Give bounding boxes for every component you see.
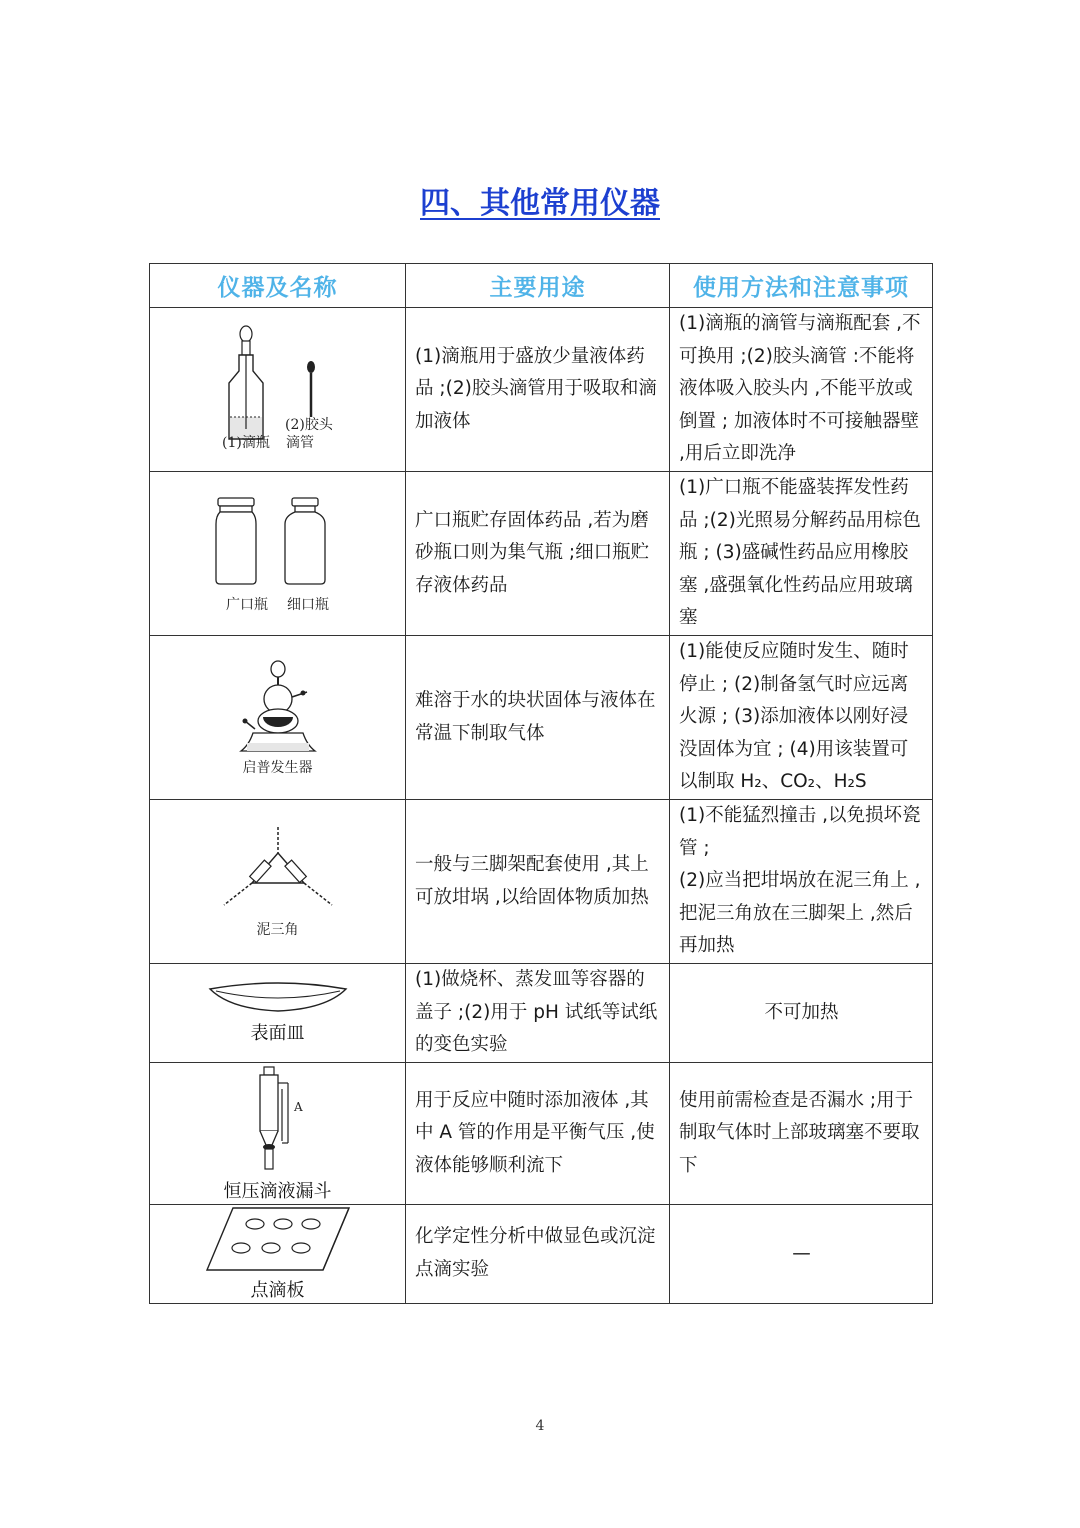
table-header-row <box>150 264 933 308</box>
use-cell: (1)做烧杯、蒸发皿等容器的盖子 ;(2)用于 pH 试纸等试纸的变色实验 <box>406 964 670 1063</box>
instrument-cell <box>150 472 406 636</box>
page-title: 四、其他常用仪器 <box>420 186 660 221</box>
caption-wide-mouth-bottle: 广口瓶 <box>225 596 268 613</box>
notes-cell: — <box>670 1205 933 1304</box>
table-row <box>150 472 933 636</box>
table-row <box>150 1205 933 1304</box>
watch-glass-illustration <box>208 981 348 1015</box>
header-notes: 使用方法和注意事项 <box>670 264 933 308</box>
instrument-cell <box>150 636 406 800</box>
instrument-cell <box>150 800 406 964</box>
dropping-funnel-illustration <box>238 1065 318 1173</box>
notes-cell: (1)能使反应随时发生、随时停止 ; (2)制备氢气时应远离火源 ; (3)添加液体以刚好浸没固体为宜 ; (4)用该装置可以制取 H₂、CO₂、H₂S <box>670 636 933 800</box>
caption-kipp: 启普发生器 <box>242 759 313 776</box>
notes-cell: (1)广口瓶不能盛装挥发性药品 ;(2)光照易分解药品用棕色瓶 ; (3)盛碱性药品应用橡胶塞 ,盛强氧化性药品应用玻璃塞 <box>670 472 933 636</box>
table-row <box>150 964 933 1063</box>
notes-text: (1)滴瓶的滴管与滴瓶配套 ,不可换用 ;(2)胶头滴管 :不能将液体吸入胶头内 ,不能平放或倒置 ; 加液体时不可接触器壁 ,用后立即洗净 <box>679 313 921 465</box>
notes-cell: (1)不能猛烈撞击 ,以免损坏瓷管 ; (2)应当把坩埚放在泥三角上 ,把泥三角放在三脚架上 ,然后再加热 <box>670 800 933 964</box>
page-number: 4 <box>535 1418 545 1434</box>
instrument-cell <box>150 1063 406 1205</box>
table-row <box>150 1063 933 1205</box>
caption-dropper-bottle: (1)滴瓶 <box>222 435 270 451</box>
clay-triangle-illustration <box>218 825 338 917</box>
instrument-table <box>149 263 933 1304</box>
caption-dropper-head: (2)胶头 <box>285 417 333 433</box>
label-a: A <box>293 1099 303 1114</box>
caption-watch-glass: 表面皿 <box>250 1023 305 1044</box>
caption-spot-plate: 点滴板 <box>250 1280 305 1301</box>
header-instrument: 仪器及名称 <box>150 264 406 308</box>
use-cell: 用于反应中随时添加液体 ,其中 A 管的作用是平衡气压 ,使液体能够顺利流下 <box>406 1063 670 1205</box>
caption-dropping-funnel: 恒压滴液漏斗 <box>223 1180 332 1202</box>
use-cell: (1)滴瓶用于盛放少量液体药品 ;(2)胶头滴管用于吸取和滴加液体 <box>406 308 670 472</box>
kipp-generator-illustration <box>223 659 333 755</box>
table-row <box>150 308 933 472</box>
instrument-cell <box>150 964 406 1063</box>
notes-cell: 使用前需检查是否漏水 ;用于制取气体时上部玻璃塞不要取下 <box>670 1063 933 1205</box>
use-cell: 化学定性分析中做显色或沉淀点滴实验 <box>406 1205 670 1304</box>
table-row <box>150 636 933 800</box>
instrument-cell <box>150 308 406 472</box>
table-row <box>150 800 933 964</box>
notes-cell <box>670 308 933 472</box>
use-cell: 广口瓶贮存固体药品 ,若为磨砂瓶口则为集气瓶 ;细口瓶贮存液体药品 <box>406 472 670 636</box>
header-use: 主要用途 <box>406 264 670 308</box>
notes-cell: 不可加热 <box>670 964 933 1063</box>
spot-plate-illustration <box>203 1206 353 1274</box>
caption-narrow-mouth-bottle: 细口瓶 <box>287 596 330 613</box>
instrument-cell <box>150 1205 406 1304</box>
use-cell: 难溶于水的块状固体与液体在常温下制取气体 <box>406 636 670 800</box>
bottles-illustration <box>208 494 348 590</box>
use-cell: 一般与三脚架配套使用 ,其上可放坩埚 ,以给固体物质加热 <box>406 800 670 964</box>
caption-clay-triangle: 泥三角 <box>256 921 299 938</box>
caption-dropper-tube: 滴管 <box>286 435 314 451</box>
